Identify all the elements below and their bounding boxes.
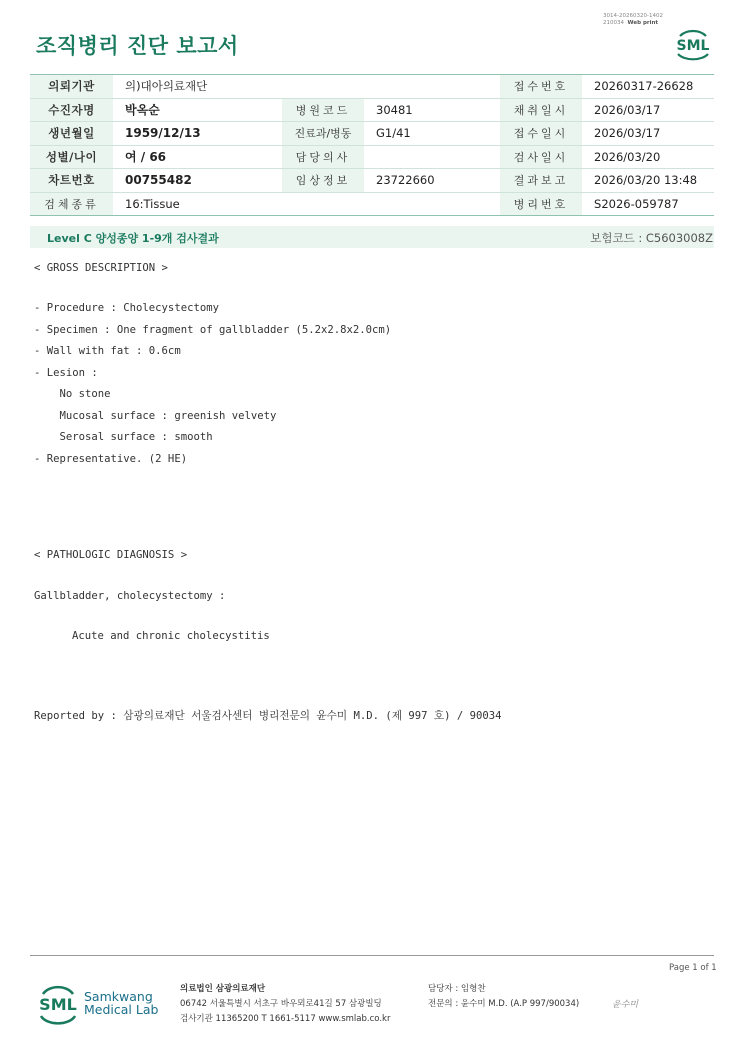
- label-physician: 담당의사: [282, 145, 364, 169]
- label-result-report: 결과보고: [500, 169, 582, 193]
- logo-text: SML: [676, 38, 710, 54]
- diagnosis-heading: < PATHOLOGIC DIAGNOSIS >: [34, 549, 188, 561]
- diagnosis-result: Acute and chronic cholecystitis: [72, 630, 270, 642]
- gross-line: - Lesion :: [34, 367, 98, 379]
- brand-line-2: Medical Lab: [84, 1002, 159, 1017]
- footer-logo-arc-bottom: [41, 1016, 75, 1023]
- print-info: [603, 13, 663, 27]
- footer-divider: [30, 955, 714, 956]
- value-sex-age: 여 / 66: [113, 145, 282, 169]
- label-chart-number: 차트번호: [30, 169, 113, 193]
- logo-arc-bottom: [678, 54, 708, 59]
- label-sex-age: 성별/나이: [30, 145, 113, 169]
- label-receipt-number: 접수번호: [500, 75, 582, 99]
- staff-name: 임형찬: [460, 984, 486, 994]
- diagnosis-site: Gallbladder, cholecystectomy :: [34, 590, 226, 602]
- gross-line: - Specimen : One fragment of gallbladder (5.2x2.8x2.0cm): [34, 324, 392, 336]
- sml-footer-logo: [37, 980, 79, 1026]
- reported-by: Reported by : 삼광의료재단 서울검사센터 병리전문의 윤수미 M.D. (제 997 호) / 90034: [34, 710, 502, 722]
- info-row: [30, 192, 714, 216]
- specialist-name: 윤수미 M.D. (A.P 997/90034): [460, 999, 580, 1009]
- gross-line: Mucosal surface : greenish velvety: [34, 410, 277, 422]
- gross-heading: < GROSS DESCRIPTION >: [34, 262, 168, 274]
- logo-arc-top: [680, 31, 706, 36]
- label-test-date: 검사일시: [500, 145, 582, 169]
- level-text: Level C 양성종양 1-9개 검사결과: [47, 232, 219, 245]
- gross-line: - Representative. (2 HE): [34, 453, 188, 465]
- signature: 윤수미: [612, 1000, 639, 1010]
- value-physician: [364, 145, 500, 169]
- info-row: [30, 98, 714, 122]
- footer-logo-text: SML: [39, 995, 77, 1014]
- org-contact: 검사기관 11365200 T 1661-5117 www.smlab.co.kr: [180, 1014, 391, 1024]
- label-patient-name: 수진자명: [30, 98, 113, 122]
- value-patient-name: 박옥순: [113, 98, 282, 122]
- info-row: [30, 169, 714, 193]
- brand-line-1: Samkwang: [84, 989, 153, 1004]
- footer-organization: [180, 982, 390, 1027]
- footer-staff: [428, 982, 579, 1012]
- sml-logo: [672, 26, 714, 62]
- value-receipt-date: 2026/03/17: [582, 122, 714, 146]
- label-birth-date: 생년월일: [30, 122, 113, 146]
- insurance-code: 보험코드 : C5603008Z: [590, 231, 713, 245]
- org-address: 06742 서울특별시 서초구 바우뫼로41길 57 삼광빌딩: [180, 999, 382, 1009]
- gross-line: - Procedure : Cholecystectomy: [34, 302, 219, 314]
- label-hospital-code: 병원코드: [282, 98, 364, 122]
- print-label: Web print: [627, 20, 659, 26]
- value-test-date: 2026/03/20: [582, 145, 714, 169]
- value-hospital-code: 30481: [364, 98, 500, 122]
- value-specimen-type: 16:Tissue: [113, 192, 500, 216]
- label-requesting-institution: 의뢰기관: [30, 75, 113, 99]
- gross-line: Serosal surface : smooth: [34, 431, 213, 443]
- label-collection-date: 채취일시: [500, 98, 582, 122]
- page-number: Page 1 of 1: [669, 963, 717, 973]
- brand-name: [84, 990, 158, 1016]
- specialist-label: 전문의 :: [428, 999, 459, 1009]
- label-clinical-info: 임상정보: [282, 169, 364, 193]
- value-pathology-number: S2026-059787: [582, 192, 714, 216]
- value-chart-number: 00755482: [113, 169, 282, 193]
- print-sub: 210034: [603, 20, 624, 26]
- label-receipt-date: 접수일시: [500, 122, 582, 146]
- label-specimen-type: 검체종류: [30, 192, 113, 216]
- label-department-ward: 진료과/병동: [282, 122, 364, 146]
- info-row: [30, 145, 714, 169]
- value-requesting-institution: 의)대아의료재단: [113, 75, 500, 99]
- gross-line: - Wall with fat : 0.6cm: [34, 345, 181, 357]
- staff-label: 담당자 :: [428, 984, 459, 994]
- patient-info-table: [30, 74, 714, 216]
- value-birth-date: 1959/12/13: [113, 122, 282, 146]
- info-row: [30, 75, 714, 99]
- value-receipt-number: 20260317-26628: [582, 75, 714, 99]
- gross-line: No stone: [34, 388, 111, 400]
- value-department-ward: G1/41: [364, 122, 500, 146]
- print-code: 3014-20260320-1402: [603, 13, 663, 19]
- value-collection-date: 2026/03/17: [582, 98, 714, 122]
- info-row: [30, 122, 714, 146]
- report-title: 조직병리 진단 보고서: [36, 34, 239, 58]
- label-pathology-number: 병리번호: [500, 192, 582, 216]
- value-clinical-info: 23722660: [364, 169, 500, 193]
- org-name: 의료법인 삼광의료재단: [180, 984, 266, 994]
- footer-logo-arc-top: [43, 987, 73, 994]
- value-result-report: 2026/03/20 13:48: [582, 169, 714, 193]
